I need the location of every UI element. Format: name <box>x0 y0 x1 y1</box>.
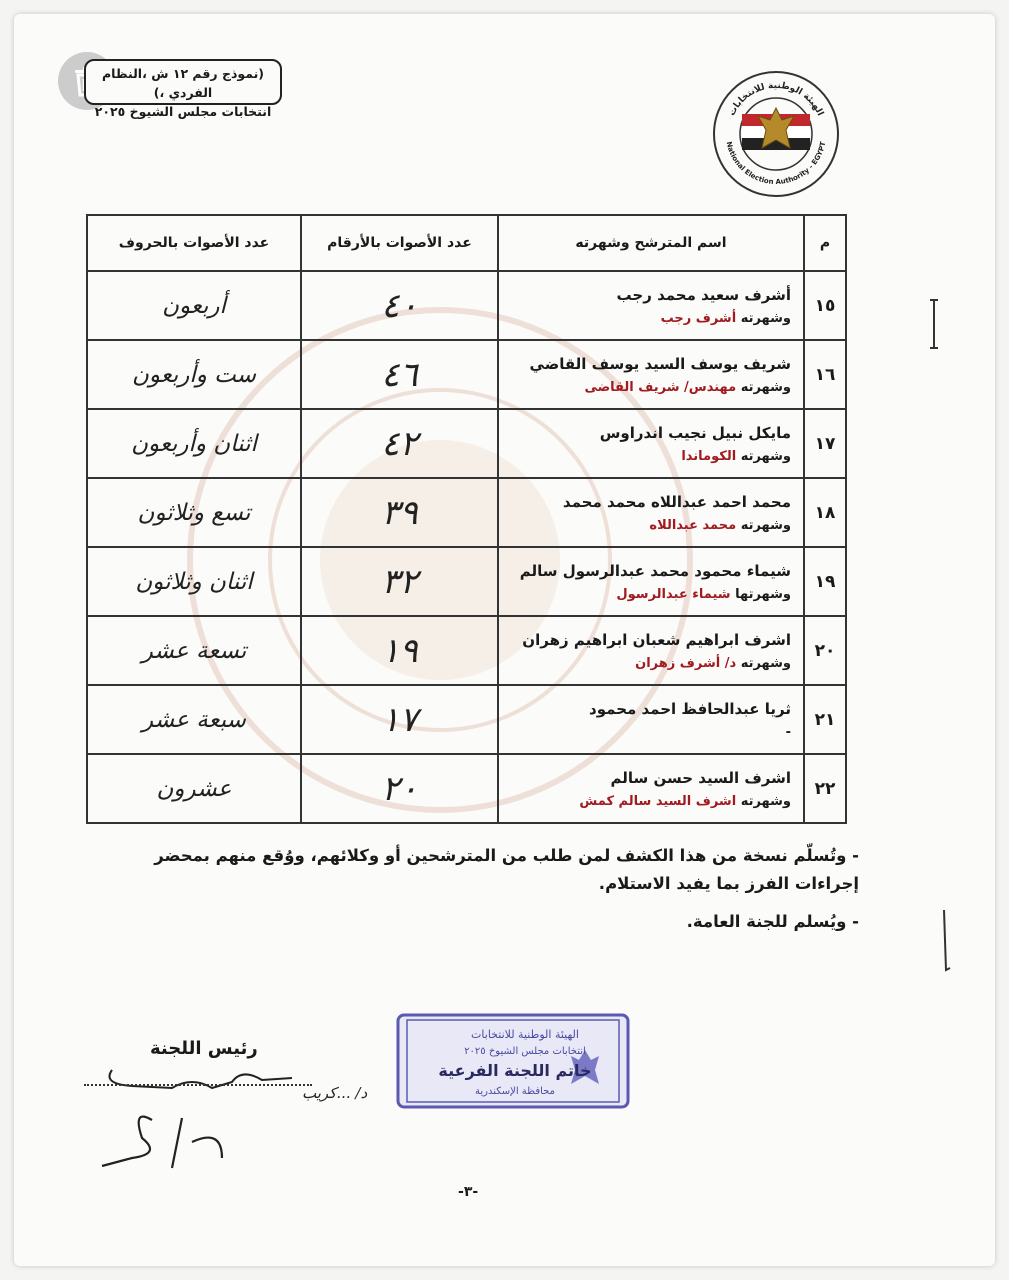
candidate-nickname: محمد عبداللاه <box>649 517 737 533</box>
stamp-line3: خاتم اللجنة الفرعية <box>438 1061 592 1080</box>
signed-name: د/ ...كريب <box>302 1084 368 1102</box>
candidate-name: مايكل نبيل نجيب اندراوس <box>599 423 791 442</box>
candidate-nickname: د/ أشرف زهران <box>635 655 737 671</box>
form-number: (نموذج رقم ١٢ ش ،النظام الفردي ،) <box>101 66 265 100</box>
form-number-badge <box>84 59 282 119</box>
candidate-nickname: اشرف السيد سالم كمش <box>579 793 737 809</box>
header-name: اسم المترشح وشهرته <box>498 215 804 271</box>
table-row <box>87 685 846 754</box>
candidate-name: شيماء محمود محمد عبدالرسول سالم <box>519 561 791 580</box>
candidate-cell <box>498 478 804 547</box>
signature <box>92 1058 368 1178</box>
votes-digits: ٣٢ <box>301 547 498 616</box>
election-authority-logo <box>712 70 840 198</box>
nickname-prefix: وشهرتها <box>735 586 791 602</box>
candidate-nickname-line <box>499 653 791 675</box>
votes-digits: ١٩ <box>301 616 498 685</box>
table-row <box>87 340 846 409</box>
candidate-nickname-line <box>499 791 791 813</box>
note-copy: - وتُسلّم نسخة من هذا الكشف لمن طلب من المترشحين أو وكلائهم، ووُقع منهم بمحضر إجراءات الفرز بما يفيد الاستلام. <box>154 846 859 893</box>
candidate-nickname-line <box>499 446 791 468</box>
header-digits: عدد الأصوات بالأرقام <box>301 215 498 271</box>
notes <box>99 842 859 936</box>
votes-words: اثنان وثلاثون <box>87 547 301 616</box>
note-committee: - ويُسلم للجنة العامة. <box>686 912 859 931</box>
logo-arabic-text: الهيئة الوطنية للانتخابات <box>727 80 825 118</box>
stamp-line1: الهيئة الوطنية للانتخابات <box>471 1028 579 1041</box>
candidate-name: اشرف ابراهيم شعبان ابراهيم زهران <box>522 630 791 649</box>
table-row <box>87 754 846 823</box>
candidate-cell <box>498 616 804 685</box>
candidate-name: اشرف السيد حسن سالم <box>610 768 791 787</box>
header-words: عدد الأصوات بالحروف <box>87 215 301 271</box>
nickname-prefix: وشهرته <box>740 655 791 671</box>
candidate-number: ١٧ <box>804 409 846 478</box>
candidate-nickname: الكوماندا <box>681 448 737 464</box>
election-title: انتخابات مجلس الشيوخ ٢٠٢٥ <box>94 104 272 119</box>
table-row <box>87 271 846 340</box>
logo-english-text: National Election Authority - EGYPT <box>724 140 828 187</box>
candidate-cell <box>498 340 804 409</box>
votes-words: تسعة عشر <box>87 616 301 685</box>
header-num: م <box>804 215 846 271</box>
candidate-number: ١٦ <box>804 340 846 409</box>
votes-words: اثنان وأربعون <box>87 409 301 478</box>
table-row <box>87 478 846 547</box>
nickname-prefix: وشهرته <box>740 310 791 326</box>
table-row <box>87 409 846 478</box>
candidate-number: ٢١ <box>804 685 846 754</box>
candidate-nickname-line <box>499 515 791 537</box>
votes-digits: ٣٩ <box>301 478 498 547</box>
margin-mark <box>938 910 952 972</box>
votes-words: ست وأربعون <box>87 340 301 409</box>
votes-digits: ٤٠ <box>301 271 498 340</box>
votes-words: عشرون <box>87 754 301 823</box>
nickname-prefix: وشهرته <box>740 379 791 395</box>
candidate-nickname-line <box>499 377 791 399</box>
signature-line <box>84 1084 312 1086</box>
candidate-nickname-line <box>499 584 791 606</box>
margin-mark <box>930 300 938 348</box>
votes-words: تسع وثلاثون <box>87 478 301 547</box>
candidate-cell <box>498 409 804 478</box>
candidate-name: ثريا عبدالحافظ احمد محمود <box>589 699 791 718</box>
table-row <box>87 547 846 616</box>
candidate-cell <box>498 271 804 340</box>
table-header-row <box>87 215 846 271</box>
candidate-name: أشرف سعيد محمد رجب <box>616 285 791 304</box>
chair-label: رئيس اللجنة <box>150 1038 258 1059</box>
nickname-prefix: وشهرته <box>740 793 791 809</box>
candidate-nickname-line <box>499 722 791 744</box>
candidate-number: ٢٠ <box>804 616 846 685</box>
votes-words: سبعة عشر <box>87 685 301 754</box>
votes-words: أربعون <box>87 271 301 340</box>
candidate-cell <box>498 685 804 754</box>
candidate-cell <box>498 547 804 616</box>
votes-digits: ٤٢ <box>301 409 498 478</box>
candidate-nickname: أشرف رجب <box>660 310 737 326</box>
candidate-nickname: شيماء عبدالرسول <box>616 586 731 602</box>
candidate-name: شريف يوسف السيد يوسف القاضي <box>529 354 791 373</box>
candidate-nickname: مهندس/ شريف القاضى <box>584 379 737 395</box>
nickname-prefix: وشهرته <box>740 448 791 464</box>
nickname-prefix: - <box>785 724 791 740</box>
results-table <box>86 214 847 824</box>
candidate-number: ١٨ <box>804 478 846 547</box>
candidate-nickname-line <box>499 308 791 330</box>
table-row <box>87 616 846 685</box>
votes-digits: ١٧ <box>301 685 498 754</box>
candidate-name: محمد احمد عبداللاه محمد محمد <box>562 492 791 511</box>
committee-stamp <box>395 1012 631 1110</box>
stamp-line2: انتخابات مجلس الشيوخ ٢٠٢٥ <box>464 1046 586 1057</box>
candidate-number: ١٥ <box>804 271 846 340</box>
candidate-number: ١٩ <box>804 547 846 616</box>
nickname-prefix: وشهرته <box>740 517 791 533</box>
candidate-cell <box>498 754 804 823</box>
votes-digits: ٤٦ <box>301 340 498 409</box>
votes-digits: ٢٠ <box>301 754 498 823</box>
page-number: -٣- <box>458 1184 479 1200</box>
stamp-line4: محافظة الإسكندرية <box>474 1086 556 1097</box>
candidate-number: ٢٢ <box>804 754 846 823</box>
